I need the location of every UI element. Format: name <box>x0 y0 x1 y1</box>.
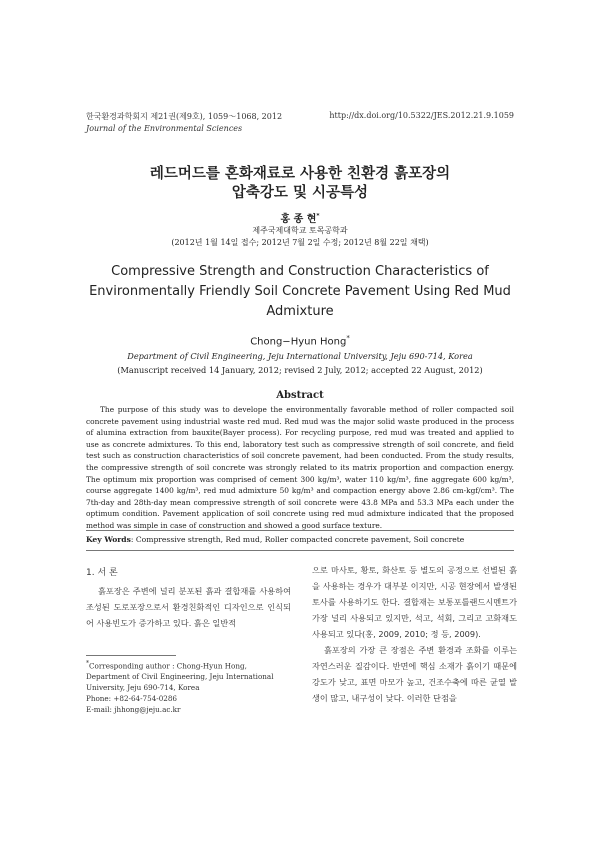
body-column-right <box>312 562 517 706</box>
korean-author-mark: * <box>316 212 320 220</box>
footnote-author: Corresponding author : Chong-Hyun Hong, Department of Civil Engineering, Jeju International University, Jeju 690-714, Korea <box>86 661 274 693</box>
footnote-email[interactable]: E-mail: jhhong@jeju.ac.kr <box>86 705 181 715</box>
section-heading: 1. 서 론 <box>86 568 118 578</box>
english-title: Compressive Strength and Construction Characteristics of Environmentally Friendly Soil Concrete Pavement Using Red Mud Admixture <box>89 264 511 319</box>
english-author-name: Chong−Hyun Hong <box>250 336 347 348</box>
keywords-bottom-rule <box>86 550 514 551</box>
korean-title-line2: 압축강도 및 시공특성 <box>231 185 369 201</box>
english-affiliation: Department of Civil Engineering, Jeju International University, Jeju 690-714, Korea <box>127 351 473 361</box>
intro-paragraph-2: 흙포장의 가장 큰 장점은 주변 환경과 조화를 이루는 자연스러운 질감이다. 반면에 핵심 소재가 흙이기 때문에 강도가 낮고, 표면 마모가 높고, 건조수축에 따른 균열 발생이 많고, 내구성이 낮다. 이러한 단점을 <box>312 645 517 703</box>
keywords-label: Key Words <box>86 535 131 544</box>
korean-title <box>0 165 600 203</box>
korean-affiliation: 제주국제대학교 토목공학과 <box>252 226 348 235</box>
intro-paragraph-1-continued: 으로 마사토, 황토, 화산토 등 별도의 공정으로 선별된 흙을 사용하는 경우가 대부분 이지만, 시공 현장에서 발생된 토사를 사용하기도 한다. 결합재는 보통포틀랜드시멘트가 가장 널리 사용되고 있지만, 석고, 석회, 그리고 고화재도 사용되고 있다(홍, 2009, 2010; 정 등, 2009). <box>312 565 517 639</box>
korean-dates: (2012년 1월 14일 접수; 2012년 7월 2일 수정; 2012년 8월 22일 채택) <box>171 238 429 247</box>
english-dates: (Manuscript received 14 January, 2012; revised 2 July, 2012; accepted 22 August, 2012) <box>117 365 483 375</box>
footnote-rule <box>86 655 176 656</box>
korean-author-name: 홍 종 현 <box>280 214 317 225</box>
abstract-text: The purpose of this study was to develope the environmentally favorable method of roller compacted soil concrete pavement using industrial waste red mud. Red mud was the major solid waste produced in the process of alumina extraction from bauxite(Bayer process). For recycling purpose, red mud was treated and applied to use as concrete admixtures. To this end, laboratory test such as compressive strength of soil concrete, and field test such as construction characteristics of soil concrete pavement, had been conducted. From the study results, the compressive strength of soil concrete was strongly related to its matrix proportion and compaction energy. The optimum mix proportion was comprised of cement 300 kg/m³, water 110 kg/m³, fine aggregate 600 kg/m³, course aggregate 1400 kg/m³, red mud admixture 50 kg/m³ and compaction energy above 2.86 cm-kgf/cm³. The 7th-day and 28th-day mean compressive strength of soil concrete were 43.8 MPa and 53.3 MPa each under the optimum condition. Pavement application of soil concrete using red mud admixture indicated that the proposed method was simple in case of construction and showed a good surface texture. <box>86 405 514 530</box>
abstract-heading: Abstract <box>276 390 324 401</box>
body-column-left <box>86 565 291 631</box>
footnote-phone: Phone: +82-64-754-0286 <box>86 694 177 704</box>
english-author-mark: * <box>346 334 350 342</box>
doi-link[interactable]: http://dx.doi.org/10.5322/JES.2012.21.9.1059 <box>329 111 514 120</box>
journal-citation: 한국환경과학회지 제21권(제9호), 1059～1068, 2012 <box>86 112 283 121</box>
corresponding-author-footnote <box>86 658 291 715</box>
footnote-mark: * <box>86 660 89 667</box>
keywords <box>86 535 514 544</box>
journal-name: Journal of the Environmental Sciences <box>86 124 243 133</box>
running-header <box>86 111 282 135</box>
korean-title-line1: 레드머드를 혼화재료로 사용한 친환경 흙포장의 <box>149 166 451 182</box>
keywords-top-rule <box>86 530 514 531</box>
intro-paragraph-1: 흙포장은 주변에 널리 분포된 흙과 결합재를 사용하여 조성된 도로포장으로서 환경친화적인 디자인으로 인식되어 사용빈도가 증가하고 있다. 흙은 일반적 <box>86 586 291 628</box>
korean-author <box>0 210 600 225</box>
keywords-text: : Compressive strength, Red mud, Roller compacted concrete pavement, Soil concrete <box>130 535 465 544</box>
english-author <box>0 334 600 347</box>
